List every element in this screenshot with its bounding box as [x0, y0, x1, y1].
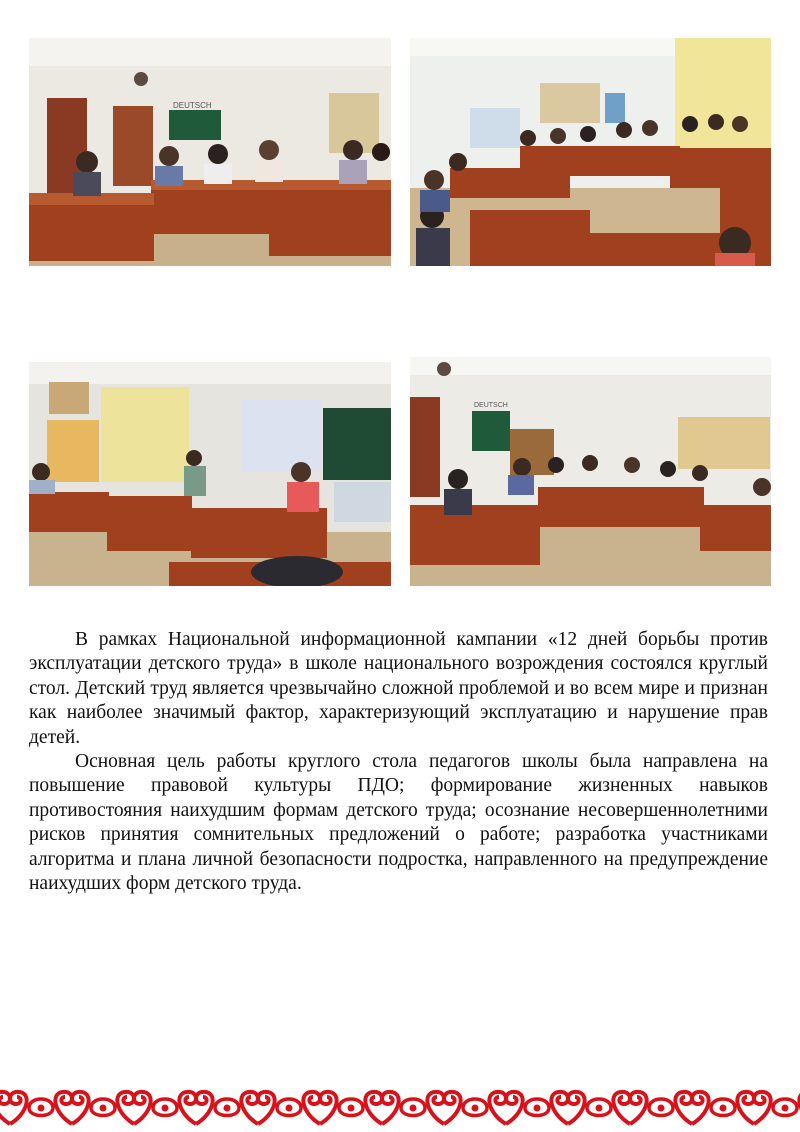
ornament-motif — [737, 1092, 797, 1124]
article-paragraph-2-text: Основная цель работы круглого стола педагогов школы была направлена на повышение правовой культуры ПДО; формирование жизненных навыков противостояния наихудшим формам детского труда; осознание несовершеннолетними рисков принятия сомнительных предложений о работе; разработка участниками алгоритма и плана личной безопасности подростка, направленного на предупреждение наихудших форм детского труда. — [29, 751, 768, 895]
classroom-photo-4-image — [410, 357, 771, 586]
classroom-photo-2-image — [410, 38, 771, 266]
article-paragraph-1 — [29, 628, 768, 750]
ornament-border — [0, 1084, 800, 1132]
ornament-motif — [0, 1092, 53, 1124]
article-text — [29, 628, 768, 896]
photo-projector-session — [29, 362, 391, 586]
ornament-motif — [365, 1092, 425, 1124]
ornament-motif — [427, 1092, 487, 1124]
ornament-motif — [613, 1092, 673, 1124]
article-paragraph-1-text: В рамках Национальной информационной кампании «12 дней борьбы против эксплуатации детского труда» в школе национального возрождения состоялся круглый стол. Детский труд является чрезвычайно сложной проблемой и во всем мире и признан как наиболее значимый фактор, характеризующий эксплуатацию и нарушение прав детей. — [29, 629, 768, 748]
classroom-photo-1-image — [29, 38, 391, 266]
ornament-motif — [489, 1092, 549, 1124]
ornament-motif — [241, 1092, 301, 1124]
ornament-motif — [179, 1092, 239, 1124]
board-label: DEUTSCH — [474, 402, 508, 409]
ornament-pattern-icon — [0, 1084, 800, 1132]
ornament-motif — [303, 1092, 363, 1124]
ornament-motif — [117, 1092, 177, 1124]
photo-round-table-2 — [410, 38, 771, 266]
ornament-motif — [551, 1092, 611, 1124]
article-paragraph-2 — [29, 750, 768, 896]
ornament-motif — [675, 1092, 735, 1124]
photo-round-table-1 — [29, 38, 391, 266]
classroom-photo-3-image — [29, 362, 391, 586]
photo-round-table-3 — [410, 357, 771, 586]
ornament-motif — [55, 1092, 115, 1124]
board-label: DEUTSCH — [173, 101, 212, 110]
